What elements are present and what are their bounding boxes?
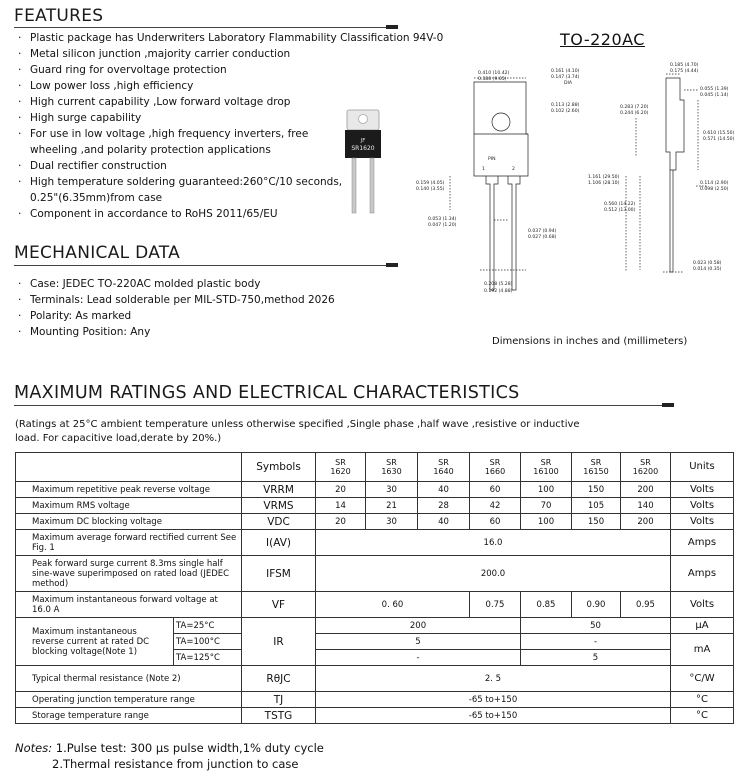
table-row [16,618,734,634]
header-device [418,453,470,482]
feature-item: · Guard ring for overvoltage protection [16,62,443,78]
header-device [521,453,572,482]
dim-pinspace-b: 0.192 (4.88) [484,289,513,294]
value-cell: 150 [572,514,621,530]
device-prefix: SR [590,458,602,467]
symbol-cell: IFSM [242,556,316,592]
feature-item: · Plastic package has Underwriters Laboratory Flammability Classification 94V-0 [16,30,443,46]
dim-leadlen-a: 0.560 (14.22) [604,202,636,207]
unit-cell: Volts [671,482,734,498]
value-cell: 70 [521,498,572,514]
unit-cell: Amps [671,556,734,592]
dim-tab-b: 0.102 (2.60) [551,109,580,114]
symbol-cell: VF [242,592,316,618]
dim-leaddia-b: 0.014 (0.35) [693,267,722,272]
dim-width-top-a: 0.410 (10.42) [478,71,510,76]
symbol-cell: RθJC [242,666,316,692]
unit-cell: Amps [671,530,734,556]
temp-condition: TA=25°C [174,618,242,634]
value-cell: 0.90 [572,592,621,618]
feature-item: · For use in low voltage ,high frequency inverters, free wheeling ,and polarity protection applications [16,126,310,158]
dim-leadthick-a: 0.037 (0.94) [528,229,557,234]
param-label: Typical thermal resistance (Note 2) [16,666,242,692]
header-device [470,453,521,482]
package-outline-drawing [408,60,738,310]
value-cell: 2. 5 [316,666,671,692]
table-row [16,482,734,498]
unit-cell: °C [671,708,734,724]
notes-block [15,740,324,772]
header-device [366,453,418,482]
value-cell: 14 [316,498,366,514]
mechanical-item: · Terminals: Lead solderable per MIL-STD-750,method 2026 [16,292,335,308]
param-label: Maximum average forward rectified current See Fig. 1 [16,530,242,556]
value-cell: 30 [366,482,418,498]
feature-item: · Metal silicon junction ,majority carrier conduction [16,46,443,62]
table-row [16,556,734,592]
table-row [16,666,734,692]
device-number: 16100 [533,467,559,476]
header-device [572,453,621,482]
device-prefix: SR [489,458,501,467]
device-number: 1660 [484,467,506,476]
value-cell: - [316,650,521,666]
value-cell: 100 [521,514,572,530]
param-label: Peak forward surge current 8.3ms single half sine-wave superimposed on rated load (JEDEC method) [16,556,242,592]
device-number: 1640 [433,467,454,476]
param-label: Storage temperature range [16,708,242,724]
dim-thick-b: 0.175 (4.44) [670,69,699,74]
dim-pinwidth-a: 0.053 (1.34) [428,217,457,222]
dim-total-a: 1.161 (29.50) [588,175,620,180]
value-cell: -65 to+150 [316,692,671,708]
table-row [16,514,734,530]
param-label: Maximum RMS voltage [16,498,242,514]
features-heading: FEATURES [14,6,104,26]
feature-item: · Low power loss ,high efficiency [16,78,443,94]
table-header-row [16,453,734,482]
dim-leadlen-b: 0.512 (13.00) [604,208,636,213]
unit-cell: Volts [671,592,734,618]
feature-item: · High current capability ,Low forward voltage drop [16,94,443,110]
photo-logo-text: JF [360,138,366,144]
table-row [16,708,734,724]
mechanical-item: · Polarity: As marked [16,308,335,324]
value-cell: 30 [366,514,418,530]
dim-lead-a: 0.159 (4.05) [416,181,445,186]
dim-leadoff-b: 0.098 (2.50) [700,187,729,192]
mechanical-rule [14,265,398,266]
mechanical-rule-marker [386,263,398,267]
value-cell: 50 [521,618,671,634]
dim-flange-a: 0.055 (1.39) [700,87,729,92]
header-units: Units [671,453,734,482]
dim-tabh-a: 0.283 (7.20) [620,105,649,110]
features-rule-marker [386,25,398,29]
device-prefix: SR [640,458,651,467]
ratings-table [15,452,734,724]
param-label: Maximum instantaneous reverse current at rated DC blocking voltage(Note 1) [16,618,174,666]
dim-bodyh-b: 0.571 (14.50) [703,137,735,142]
value-cell: 42 [470,498,521,514]
value-cell: 5 [521,650,671,666]
temp-condition: TA=100°C [174,634,242,650]
dim-hole-b: 0.147 (3.74) [551,75,580,80]
mechanical-item: · Mounting Position: Any [16,324,335,340]
value-cell: 150 [572,482,621,498]
unit-cell: °C [671,692,734,708]
device-number: 16150 [583,467,609,476]
ratings-rule [14,405,674,406]
dim-leadoff-a: 0.114 (2.90) [700,181,729,186]
param-label: Maximum DC blocking voltage [16,514,242,530]
unit-cell: Volts [671,498,734,514]
table-row [16,692,734,708]
value-cell: 105 [572,498,621,514]
dim-pinwidth-b: 0.047 (1.20) [428,223,457,228]
features-rule [14,27,398,28]
value-cell: 0.95 [621,592,671,618]
note-1: 1.Pulse test: 300 μs pulse width,1% duty cycle [55,741,324,755]
dim-flange-b: 0.045 (1.14) [700,93,729,98]
param-label: Maximum instantaneous forward voltage at 16.0 A [16,592,242,618]
symbol-cell: I(AV) [242,530,316,556]
unit-cell: μA [671,618,734,634]
dim-lead-b: 0.140 (3.55) [416,187,445,192]
value-cell: 28 [418,498,470,514]
dim-leaddia-a: 0.023 (0.58) [693,261,722,266]
param-label: Operating junction temperature range [16,692,242,708]
package-title: TO-220AC [560,30,645,49]
ratings-heading: MAXIMUM RATINGS AND ELECTRICAL CHARACTERISTICS [14,383,520,403]
dim-width-top-b: 0.380 (9.65) [478,77,507,82]
dim-dia-label: DIA [564,81,573,86]
feature-item: · High surge capability [16,110,443,126]
device-prefix: SR [335,458,346,467]
unit-cell: °C/W [671,666,734,692]
feature-item: · Component in accordance to RoHS 2011/65/EU [16,206,443,222]
value-cell: 100 [521,482,572,498]
device-number: 1630 [381,467,402,476]
table-row [16,530,734,556]
header-device [621,453,671,482]
symbol-cell: IR [242,618,316,666]
device-prefix: SR [438,458,449,467]
value-cell: 21 [366,498,418,514]
value-cell: 200 [621,482,671,498]
dim-hole-a: 0.161 (4.10) [551,69,580,74]
symbol-cell: TSTG [242,708,316,724]
feature-item: · Dual rectifier construction [16,158,443,174]
value-cell: -65 to+150 [316,708,671,724]
value-cell: 0.85 [521,592,572,618]
dim-bodyh-a: 0.610 (15.50) [703,131,735,136]
component-photo [338,108,388,218]
ratings-conditions: (Ratings at 25°C ambient temperature unless otherwise specified ,Single phase ,half wave ,resistive or inductive load. For capacitive load,derate by 20%.) [15,419,580,444]
value-cell: 200.0 [316,556,671,592]
ratings-rule-marker [662,403,674,407]
table-row [16,498,734,514]
symbol-cell: TJ [242,692,316,708]
value-cell: 40 [418,482,470,498]
value-cell: 40 [418,514,470,530]
param-label: Maximum repetitive peak reverse voltage [16,482,242,498]
device-prefix: SR [386,458,397,467]
mechanical-list [16,276,335,340]
dim-pinspace-a: 0.208 (5.28) [484,282,513,287]
header-symbols: Symbols [242,453,316,482]
mechanical-item: · Case: JEDEC TO-220AC molded plastic body [16,276,335,292]
unit-cell: mA [671,634,734,666]
value-cell: 140 [621,498,671,514]
pin-label: PIN [488,157,496,162]
dim-tabh-b: 0.244 (6.20) [620,111,649,116]
dimensions-caption: Dimensions in inches and (millimeters) [492,336,688,347]
value-cell: 60 [470,482,521,498]
unit-cell: Volts [671,514,734,530]
value-cell: 200 [621,514,671,530]
value-cell: - [521,634,671,650]
device-number: 16200 [632,467,659,476]
value-cell: 0.75 [470,592,521,618]
photo-part-text: SR1620 [351,145,375,152]
dim-leadthick-b: 0.027 (0.68) [528,235,557,240]
device-prefix: SR [540,458,552,467]
dim-tab-a: 0.113 (2.88) [551,103,580,108]
header-blank-cell [16,453,242,482]
table-row [16,592,734,618]
value-cell: 0. 60 [316,592,470,618]
mechanical-heading: MECHANICAL DATA [14,243,181,263]
header-device [316,453,366,482]
value-cell: 5 [316,634,521,650]
symbol-cell: VRMS [242,498,316,514]
value-cell: 60 [470,514,521,530]
note-2: 2.Thermal resistance from junction to case [52,757,299,771]
value-cell: 20 [316,514,366,530]
value-cell: 20 [316,482,366,498]
symbol-cell: VRRM [242,482,316,498]
notes-label: Notes: [15,741,53,755]
value-cell: 200 [316,618,521,634]
pin1-label: 1 [482,167,485,172]
device-number: 1620 [330,467,351,476]
value-cell: 16.0 [316,530,671,556]
dim-total-b: 1.106 (28.10) [588,181,620,186]
temp-condition: TA=125°C [174,650,242,666]
feature-item: · High temperature soldering guaranteed:260°C/10 seconds, 0.25"(6.35mm)from case [16,174,360,206]
dim-thick-a: 0.185 (4.70) [670,63,699,68]
pin2-label: 2 [512,167,515,172]
symbol-cell: VDC [242,514,316,530]
